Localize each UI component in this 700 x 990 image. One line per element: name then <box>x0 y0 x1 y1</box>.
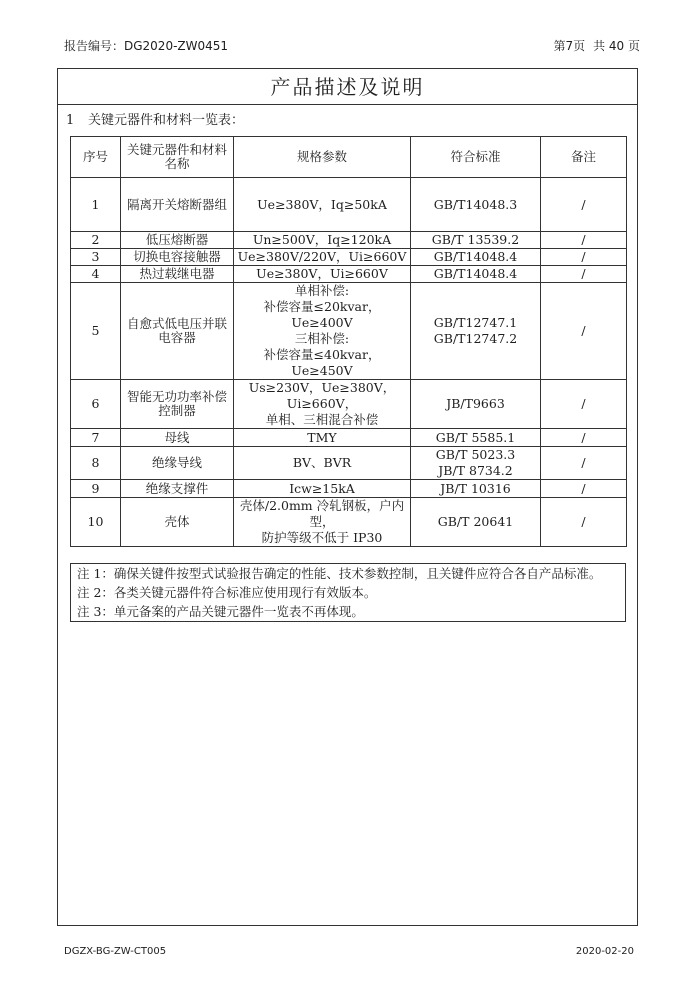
note-line: 注 3：单元备案的产品关键元器件一览表不再体现。 <box>77 604 364 619</box>
table-row <box>71 232 627 249</box>
table-row <box>71 480 627 498</box>
cell-no: 3 <box>71 249 121 266</box>
table-row <box>71 266 627 283</box>
cell-no: 1 <box>71 178 121 232</box>
cell-spec: TMY <box>234 429 411 447</box>
cell-remark: / <box>541 178 627 232</box>
header-remark: 备注 <box>541 137 627 178</box>
table-header-row <box>71 137 627 178</box>
header-standard: 符合标准 <box>411 137 541 178</box>
cell-standard: JB/T9663 <box>411 380 541 429</box>
cell-no: 2 <box>71 232 121 249</box>
cell-standard: GB/T14048.4 <box>411 266 541 283</box>
cell-no: 5 <box>71 283 121 380</box>
cell-name: 壳体 <box>121 498 234 547</box>
cell-remark: / <box>541 480 627 498</box>
note-line: 注 1：确保关键件按型式试验报告确定的性能、技术参数控制，且关键件应符合各自产品标准。 <box>71 563 625 583</box>
section-number: 1 <box>66 113 75 128</box>
cell-standard <box>411 283 541 380</box>
cell-remark: / <box>541 429 627 447</box>
spec-line: 壳体/2.0mm 冷轧钢板，户内型， <box>239 498 405 529</box>
spec-line: 补偿容量≤40kvar，Ue≥450V <box>263 347 381 378</box>
cell-standard <box>411 447 541 480</box>
cell-remark: / <box>541 283 627 380</box>
issue-date: 2020-02-20 <box>575 946 634 957</box>
cell-spec <box>234 283 411 380</box>
spec-line: Us≥230V，Ue≥380V，Ui≥660V， <box>248 380 396 411</box>
cell-name: 切换电容接触器 <box>121 249 234 266</box>
table-row <box>71 249 627 266</box>
table-row <box>71 429 627 447</box>
table-row <box>71 447 627 480</box>
cell-standard: JB/T 10316 <box>411 480 541 498</box>
page-number: 第7页 <box>553 39 586 53</box>
cell-no: 10 <box>71 498 121 547</box>
cell-no: 6 <box>71 380 121 429</box>
standard-line: GB/T 5023.3 <box>435 447 516 462</box>
note-line: 注 2：各类关键元器件符合标准应使用现行有效版本。 <box>77 585 377 600</box>
cell-spec <box>234 380 411 429</box>
standard-line: GB/T12747.2 <box>433 331 518 346</box>
cell-no: 7 <box>71 429 121 447</box>
cell-standard: GB/T 20641 <box>411 498 541 547</box>
cell-name: 绝缘支撑件 <box>121 480 234 498</box>
spec-line: 防护等级不低于 IP30 <box>261 530 383 545</box>
cell-remark: / <box>541 380 627 429</box>
cell-standard: GB/T 5585.1 <box>411 429 541 447</box>
document-frame <box>57 68 638 926</box>
cell-no: 8 <box>71 447 121 480</box>
cell-no: 4 <box>71 266 121 283</box>
header-spec: 规格参数 <box>234 137 411 178</box>
section-label: 关键元器件和材料一览表： <box>88 113 245 128</box>
cell-spec: Ue≥380V，Iq≥50kA <box>234 178 411 232</box>
cell-remark: / <box>541 447 627 480</box>
cell-standard: GB/T 13539.2 <box>411 232 541 249</box>
form-code: DGZX-BG-ZW-CT005 <box>64 946 167 957</box>
header-no: 序号 <box>71 137 121 178</box>
cell-spec: Icw≥15kA <box>234 480 411 498</box>
spec-line: 单相补偿: <box>294 283 350 298</box>
cell-standard: GB/T14048.3 <box>411 178 541 232</box>
cell-spec: Un≥500V，Iq≥120kA <box>234 232 411 249</box>
header-name: 关键元器件和材料名称 <box>121 137 234 178</box>
cell-remark: / <box>541 232 627 249</box>
cell-name: 隔离开关熔断器组 <box>121 178 234 232</box>
cell-standard: GB/T14048.4 <box>411 249 541 266</box>
cell-remark: / <box>541 266 627 283</box>
cell-spec: Ue≥380V/220V，Ui≥660V <box>234 249 411 266</box>
cell-name: 绝缘导线 <box>121 447 234 480</box>
cell-spec: Ue≥380V，Ui≥660V <box>234 266 411 283</box>
cell-name: 智能无功功率补偿控制器 <box>121 380 234 429</box>
table-row <box>71 283 627 380</box>
table-row <box>71 498 627 547</box>
cell-name: 低压熔断器 <box>121 232 234 249</box>
spec-line: 补偿容量≤20kvar，Ue≥400V <box>263 299 381 330</box>
standard-line: GB/T12747.1 <box>433 315 518 330</box>
page-title: 产品描述及说明 <box>58 69 637 105</box>
cell-spec: BV、BVR <box>234 447 411 480</box>
cell-name: 热过载继电器 <box>121 266 234 283</box>
cell-spec <box>234 498 411 547</box>
section-heading <box>66 109 244 128</box>
cell-remark: / <box>541 498 627 547</box>
cell-no: 9 <box>71 480 121 498</box>
standard-line: JB/T 8734.2 <box>438 463 513 478</box>
components-table <box>70 136 627 547</box>
report-number: 报告编号：DG2020-ZW0451 <box>64 39 229 53</box>
spec-line: 三相补偿: <box>294 331 350 346</box>
page-indicator <box>545 37 640 54</box>
table-row <box>71 380 627 429</box>
spec-line: 单相、三相混合补偿 <box>265 412 379 427</box>
cell-name: 母线 <box>121 429 234 447</box>
cell-name: 自愈式低电压并联电容器 <box>121 283 234 380</box>
cell-remark: / <box>541 249 627 266</box>
table-row <box>71 178 627 232</box>
notes-block <box>70 563 626 622</box>
page-total: 共 40 页 <box>593 39 640 53</box>
